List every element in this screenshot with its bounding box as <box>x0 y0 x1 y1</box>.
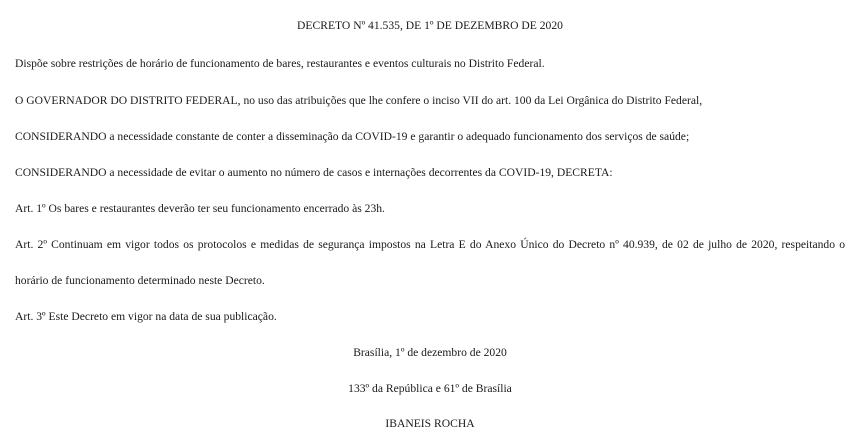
place-date: Brasília, 1º de dezembro de 2020 <box>353 346 507 359</box>
article-2-line-2: horário de funcionamento determinado neste Decreto. <box>15 274 265 287</box>
era-line: 133º da República e 61º de Brasília <box>348 382 512 395</box>
decree-title: DECRETO Nº 41.535, DE 1º DE DEZEMBRO DE 2020 <box>297 19 563 32</box>
article-2-line-1: Art. 2º Continuam em vigor todos os protocolos e medidas de segurança impostos na Letra E do Anexo Único do Decreto nº 40.939, de 02 de julho de 2020, respeitando o <box>15 238 845 251</box>
considerando-1: CONSIDERANDO a necessidade constante de conter a disseminação da COVID-19 e garantir o adequado funcionamento dos serviços de saúde; <box>15 130 690 143</box>
article-1: Art. 1º Os bares e restaurantes deverão ter seu funcionamento encerrado às 23h. <box>15 202 385 215</box>
article-3: Art. 3º Este Decreto em vigor na data de sua publicação. <box>15 310 277 323</box>
decree-summary: Dispõe sobre restrições de horário de funcionamento de bares, restaurantes e eventos culturais no Distrito Federal. <box>15 57 545 70</box>
considerando-2: CONSIDERANDO a necessidade de evitar o aumento no número de casos e internações decorrentes da COVID-19, DECRETA: <box>15 166 613 179</box>
signature-name: IBANEIS ROCHA <box>385 417 475 430</box>
decree-preamble: O GOVERNADOR DO DISTRITO FEDERAL, no uso das atribuições que lhe confere o inciso VII do art. 100 da Lei Orgânica do Distrito Federal, <box>15 94 703 107</box>
